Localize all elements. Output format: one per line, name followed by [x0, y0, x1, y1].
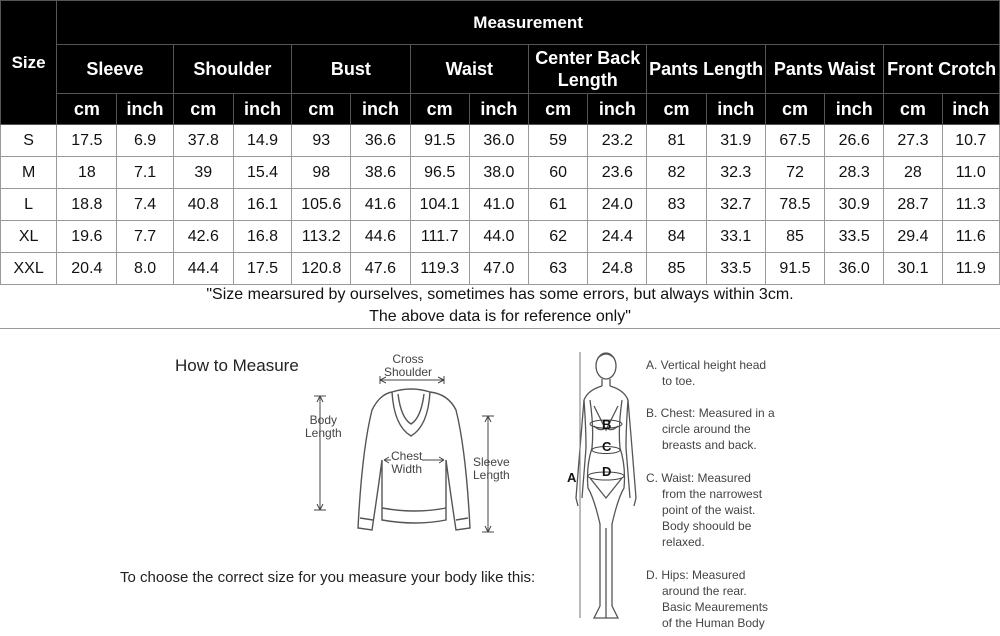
col-bust: Bust — [292, 45, 410, 94]
cross-label-line1: Cross — [392, 352, 424, 366]
legend-d — [646, 567, 806, 631]
value-cell: 63 — [529, 253, 588, 285]
cross-shoulder-label — [384, 353, 432, 379]
chest-label-line1: Chest — [391, 449, 423, 463]
value-cell: 78.5 — [765, 189, 824, 221]
chest-label-line2: Width — [391, 462, 423, 476]
value-cell: 16.8 — [233, 221, 291, 253]
unit-header-cm: cm — [765, 94, 824, 125]
cross-label-line2: Shoulder — [384, 365, 433, 379]
value-cell: 32.7 — [706, 189, 765, 221]
value-cell: 6.9 — [117, 125, 173, 157]
value-cell: 91.5 — [765, 253, 824, 285]
table-row — [1, 221, 1000, 253]
value-cell: 11.9 — [942, 253, 999, 285]
table-row — [1, 157, 1000, 189]
value-cell: 67.5 — [765, 125, 824, 157]
body-figure-diagram — [560, 348, 650, 636]
value-cell: 120.8 — [292, 253, 351, 285]
value-cell: 24.8 — [588, 253, 647, 285]
value-cell: 31.9 — [706, 125, 765, 157]
value-cell: 15.4 — [233, 157, 291, 189]
table-row — [1, 253, 1000, 285]
table-row — [1, 189, 1000, 221]
value-cell: 44.4 — [173, 253, 233, 285]
unit-row — [1, 94, 1000, 125]
unit-header-inch: inch — [233, 94, 291, 125]
size-cell: M — [1, 157, 57, 189]
size-header: Size — [1, 1, 57, 125]
value-cell: 96.5 — [410, 157, 469, 189]
value-cell: 33.5 — [706, 253, 765, 285]
value-cell: 17.5 — [233, 253, 291, 285]
unit-header-inch: inch — [825, 94, 884, 125]
size-chart-table — [0, 0, 1000, 285]
note-line-1: "Size mearsured by ourselves, sometimes has some errors, but always within 3cm. — [206, 286, 794, 303]
col-pants-waist: Pants Waist — [765, 45, 883, 94]
value-cell: 85 — [765, 221, 824, 253]
value-cell: 40.8 — [173, 189, 233, 221]
value-cell: 36.6 — [351, 125, 410, 157]
value-cell: 29.4 — [884, 221, 942, 253]
value-cell: 111.7 — [410, 221, 469, 253]
body-label-line1: Body — [309, 413, 338, 427]
value-cell: 38.0 — [469, 157, 528, 189]
body-marker-d: D — [602, 464, 612, 479]
value-cell: 11.3 — [942, 189, 999, 221]
size-cell: XL — [1, 221, 57, 253]
value-cell: 23.2 — [588, 125, 647, 157]
legend-a — [646, 357, 806, 389]
value-cell: 10.7 — [942, 125, 999, 157]
size-cell: S — [1, 125, 57, 157]
body-marker-a: A — [567, 470, 577, 485]
value-cell: 36.0 — [469, 125, 528, 157]
value-cell: 11.0 — [942, 157, 999, 189]
unit-header-cm: cm — [529, 94, 588, 125]
value-cell: 44.0 — [469, 221, 528, 253]
legend-d-line3: Basic Meaurements — [662, 600, 769, 614]
body-label-line2: Length — [305, 426, 342, 440]
unit-header-inch: inch — [942, 94, 999, 125]
unit-header-cm: cm — [884, 94, 942, 125]
value-cell: 72 — [765, 157, 824, 189]
unit-header-cm: cm — [57, 94, 117, 125]
value-cell: 41.0 — [469, 189, 528, 221]
size-cell: L — [1, 189, 57, 221]
value-cell: 26.6 — [825, 125, 884, 157]
value-cell: 14.9 — [233, 125, 291, 157]
value-cell: 83 — [647, 189, 706, 221]
value-cell: 84 — [647, 221, 706, 253]
legend-c-line2: from the narrowest — [662, 487, 763, 501]
legend-a-line2: to toe. — [662, 374, 696, 388]
value-cell: 37.8 — [173, 125, 233, 157]
legend-b — [646, 405, 806, 453]
value-cell: 98 — [292, 157, 351, 189]
value-cell: 105.6 — [292, 189, 351, 221]
col-shoulder: Shoulder — [173, 45, 291, 94]
chest-width-label — [391, 450, 422, 476]
value-cell: 36.0 — [825, 253, 884, 285]
value-cell: 41.6 — [351, 189, 410, 221]
col-sleeve: Sleeve — [57, 45, 173, 94]
unit-header-cm: cm — [647, 94, 706, 125]
value-cell: 93 — [292, 125, 351, 157]
value-cell: 16.1 — [233, 189, 291, 221]
value-cell: 60 — [529, 157, 588, 189]
value-cell: 19.6 — [57, 221, 117, 253]
body-marker-b: B — [602, 417, 612, 432]
legend-c-line4: Body shoould be — [662, 519, 752, 533]
measurement-header: Measurement — [57, 1, 1000, 45]
value-cell: 44.6 — [351, 221, 410, 253]
unit-header-inch: inch — [588, 94, 647, 125]
value-cell: 91.5 — [410, 125, 469, 157]
value-cell: 85 — [647, 253, 706, 285]
value-cell: 38.6 — [351, 157, 410, 189]
table-row — [1, 125, 1000, 157]
value-cell: 32.3 — [706, 157, 765, 189]
value-cell: 62 — [529, 221, 588, 253]
legend-a-line1: A. Vertical height head — [646, 358, 767, 372]
value-cell: 39 — [173, 157, 233, 189]
unit-header-cm: cm — [410, 94, 469, 125]
sleeve-label-line1: Sleeve — [473, 455, 510, 469]
value-cell: 33.5 — [825, 221, 884, 253]
choose-size-instruction: To choose the correct size for you measure your body like this: — [120, 569, 536, 586]
sleeve-label-line2: Length — [473, 468, 510, 482]
value-cell: 33.1 — [706, 221, 765, 253]
value-cell: 24.4 — [588, 221, 647, 253]
value-cell: 23.6 — [588, 157, 647, 189]
value-cell: 28.3 — [825, 157, 884, 189]
value-cell: 61 — [529, 189, 588, 221]
table-body — [1, 125, 1000, 285]
value-cell: 27.3 — [884, 125, 942, 157]
legend-b-line2: circle around the — [662, 422, 751, 436]
col-waist: Waist — [410, 45, 528, 94]
size-cell: XXL — [1, 253, 57, 285]
value-cell: 30.9 — [825, 189, 884, 221]
legend-b-line1: B. Chest: Measured in a — [646, 406, 775, 420]
how-to-measure-title: How to Measure — [175, 356, 299, 375]
legend-d-line1: D. Hips: Measured — [646, 568, 746, 582]
value-cell: 18.8 — [57, 189, 117, 221]
value-cell: 42.6 — [173, 221, 233, 253]
value-cell: 11.6 — [942, 221, 999, 253]
unit-header-cm: cm — [292, 94, 351, 125]
col-center-back-length: Center Back Length — [529, 45, 647, 94]
value-cell: 7.4 — [117, 189, 173, 221]
value-cell: 30.1 — [884, 253, 942, 285]
value-cell: 113.2 — [292, 221, 351, 253]
unit-header-inch: inch — [706, 94, 765, 125]
body-marker-c: C — [602, 439, 612, 454]
value-cell: 82 — [647, 157, 706, 189]
size-note — [0, 282, 1000, 329]
legend-c-line3: point of the waist. — [662, 503, 756, 517]
legend-c-line1: C. Waist: Measured — [646, 471, 751, 485]
value-cell: 59 — [529, 125, 588, 157]
value-cell: 28.7 — [884, 189, 942, 221]
value-cell: 7.7 — [117, 221, 173, 253]
note-line-2: The above data is for reference only" — [369, 308, 631, 325]
unit-header-inch: inch — [469, 94, 528, 125]
legend-b-line3: breasts and back. — [662, 438, 757, 452]
value-cell: 18 — [57, 157, 117, 189]
value-cell: 47.0 — [469, 253, 528, 285]
value-cell: 119.3 — [410, 253, 469, 285]
value-cell: 81 — [647, 125, 706, 157]
legend-c — [646, 470, 806, 550]
legend-c-line5: relaxed. — [662, 535, 705, 549]
legend-d-line2: around the rear. — [662, 584, 747, 598]
col-pants-length: Pants Length — [647, 45, 765, 94]
value-cell: 20.4 — [57, 253, 117, 285]
unit-header-inch: inch — [351, 94, 410, 125]
legend-d-line4: of the Human Body — [662, 616, 765, 630]
value-cell: 104.1 — [410, 189, 469, 221]
value-cell: 17.5 — [57, 125, 117, 157]
col-front-crotch: Front Crotch — [884, 45, 1000, 94]
value-cell: 28 — [884, 157, 942, 189]
unit-header-cm: cm — [173, 94, 233, 125]
sleeve-length-label — [473, 456, 510, 482]
value-cell: 47.6 — [351, 253, 410, 285]
body-length-label — [305, 414, 342, 440]
value-cell: 7.1 — [117, 157, 173, 189]
value-cell: 8.0 — [117, 253, 173, 285]
unit-header-inch: inch — [117, 94, 173, 125]
value-cell: 24.0 — [588, 189, 647, 221]
